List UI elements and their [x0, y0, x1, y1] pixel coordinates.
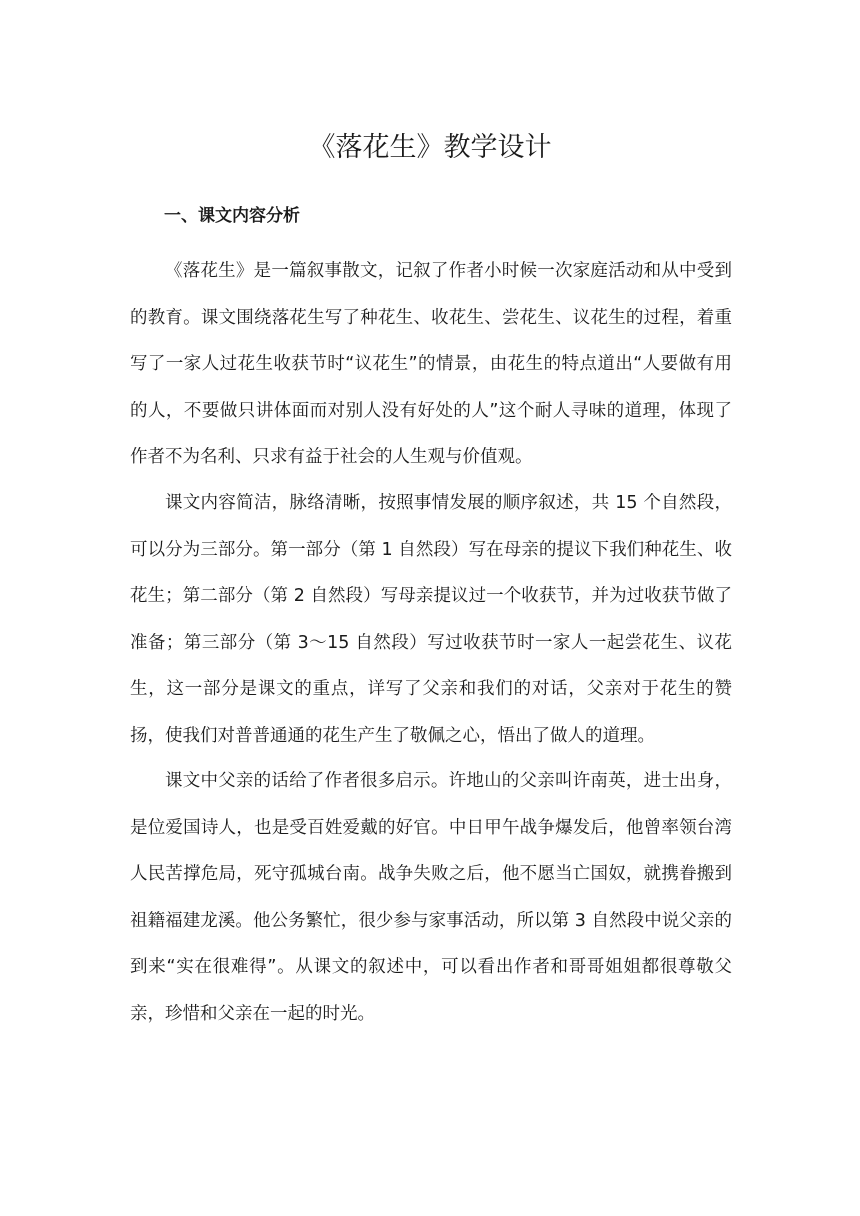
- section-heading: 一、课文内容分析: [164, 206, 300, 226]
- paragraph-father: 课文中父亲的话给了作者很多启示。许地山的父亲叫许南英，进士出身，是位爱国诗人，也是受百姓爱戴的好官。中日甲午战争爆发后，他曾率领台湾人民苦撑危局，死守孤城台南。战争失败之后，他不愿当亡国奴，就携眷搬到祖籍福建龙溪。他公务繁忙，很少参与家事活动，所以第 3 自然段中说父亲的到来“实在很难得”。从课文的叙述中，可以看出作者和哥哥姐姐都很尊敬父亲，珍惜和父亲在一起的时光。: [130, 771, 732, 1024]
- paragraph-structure: 课文内容简洁，脉络清晰，按照事情发展的顺序叙述，共 15 个自然段，可以分为三部分。第一部分（第 1 自然段）写在母亲的提议下我们种花生、收花生；第二部分（第 2 自然段）写母亲提议过一个收获节，并为过收获节做了准备；第三部分（第 3～15 自然段）写过收获节时一家人一起尝花生、议花生，这一部分是课文的重点，详写了父亲和我们的对话，父亲对于花生的赞扬，使我们对普普通通的花生产生了敬佩之心，悟出了做人的道理。: [130, 493, 732, 746]
- paragraph-intro: 《落花生》是一篇叙事散文，记叙了作者小时候一次家庭活动和从中受到的教育。课文围绕落花生写了种花生、收花生、尝花生、议花生的过程，着重写了一家人过花生收获节时“议花生”的情景，由花生的特点道出“人要做有用的人，不要做只讲体面而对别人没有好处的人”这个耐人寻味的道理，体现了作者不为名利、只求有益于社会的人生观与价值观。: [130, 261, 732, 467]
- document-title: 《落花生》教学设计: [308, 132, 552, 163]
